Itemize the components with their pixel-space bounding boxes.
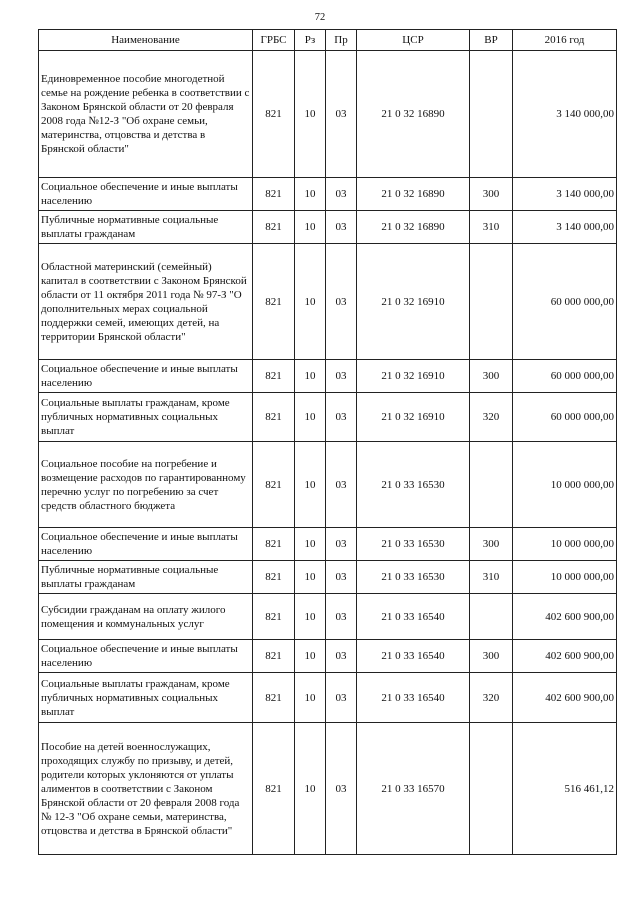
- table-row: [39, 640, 617, 673]
- row-name: Социальное пособие на погребение и возмещение расходов по гарантированному перечню услуг по погребению за счет средств областного бюджета: [39, 442, 253, 528]
- row-name: Социальные выплаты гражданам, кроме публичных нормативных социальных выплат: [39, 393, 253, 442]
- row-amount: 402 600 900,00: [513, 594, 617, 640]
- header-pr: Пр: [326, 30, 357, 51]
- row-csr: 21 0 33 16540: [357, 594, 470, 640]
- table-header-row: [39, 30, 617, 51]
- table-row: [39, 528, 617, 561]
- row-name: Областной материнский (семейный) капитал в соответствии с Законом Брянской области от 11 октября 2011 года № 97-З "О дополнительных мерах социальной поддержки семей, имеющих детей, на территории Брянской области": [39, 244, 253, 360]
- row-csr: 21 0 33 16530: [357, 528, 470, 561]
- row-vr: 310: [470, 561, 513, 594]
- row-grbs: 821: [253, 360, 295, 393]
- row-vr: 320: [470, 393, 513, 442]
- row-grbs: 821: [253, 51, 295, 178]
- row-csr: 21 0 32 16890: [357, 178, 470, 211]
- page-number: 72: [314, 12, 326, 23]
- row-grbs: 821: [253, 244, 295, 360]
- row-grbs: 821: [253, 178, 295, 211]
- table-row: [39, 594, 617, 640]
- row-rz: 10: [295, 178, 326, 211]
- row-name: Единовременное пособие многодетной семье на рождение ребенка в соответствии с Законом Брянской области от 20 февраля 2008 года №12-З "Об охране семьи, материнства, отцовства и детства в Брянской области": [39, 51, 253, 178]
- row-rz: 10: [295, 393, 326, 442]
- row-csr: 21 0 33 16530: [357, 561, 470, 594]
- row-csr: 21 0 33 16570: [357, 723, 470, 855]
- row-csr: 21 0 32 16890: [357, 211, 470, 244]
- table-row: [39, 723, 617, 855]
- row-csr: 21 0 33 16530: [357, 442, 470, 528]
- row-pr: 03: [326, 673, 357, 723]
- header-rz: Рз: [295, 30, 326, 51]
- row-rz: 10: [295, 528, 326, 561]
- header-name: Наименование: [39, 30, 253, 51]
- row-pr: 03: [326, 393, 357, 442]
- row-pr: 03: [326, 594, 357, 640]
- row-rz: 10: [295, 244, 326, 360]
- row-rz: 10: [295, 640, 326, 673]
- row-grbs: 821: [253, 393, 295, 442]
- table-row: [39, 211, 617, 244]
- row-csr: 21 0 33 16540: [357, 640, 470, 673]
- header-year: 2016 год: [513, 30, 617, 51]
- row-amount: 402 600 900,00: [513, 640, 617, 673]
- row-pr: 03: [326, 561, 357, 594]
- row-pr: 03: [326, 640, 357, 673]
- row-name: Публичные нормативные социальные выплаты гражданам: [39, 561, 253, 594]
- row-rz: 10: [295, 211, 326, 244]
- table-row: [39, 244, 617, 360]
- row-vr: 310: [470, 211, 513, 244]
- row-amount: 10 000 000,00: [513, 442, 617, 528]
- row-name: Социальное обеспечение и иные выплаты населению: [39, 178, 253, 211]
- header-csr: ЦСР: [357, 30, 470, 51]
- row-name: Социальное обеспечение и иные выплаты населению: [39, 640, 253, 673]
- row-vr: [470, 442, 513, 528]
- table-row: [39, 442, 617, 528]
- row-rz: 10: [295, 723, 326, 855]
- row-amount: 3 140 000,00: [513, 211, 617, 244]
- header-vr: ВР: [470, 30, 513, 51]
- row-pr: 03: [326, 528, 357, 561]
- row-vr: 300: [470, 178, 513, 211]
- row-csr: 21 0 32 16910: [357, 244, 470, 360]
- row-amount: 60 000 000,00: [513, 244, 617, 360]
- row-csr: 21 0 33 16540: [357, 673, 470, 723]
- row-grbs: 821: [253, 528, 295, 561]
- row-amount: 3 140 000,00: [513, 51, 617, 178]
- row-pr: 03: [326, 244, 357, 360]
- row-name: Пособие на детей военнослужащих, проходящих службу по призыву, и детей, родители которых уклоняются от уплаты алиментов в соответствии с Законом Брянской области от 20 февраля 2008 года № 12-З "Об охране семьи, материнства, отцовства и детства в Брянской области": [39, 723, 253, 855]
- row-vr: 300: [470, 528, 513, 561]
- row-grbs: 821: [253, 594, 295, 640]
- table-row: [39, 561, 617, 594]
- row-name: Публичные нормативные социальные выплаты гражданам: [39, 211, 253, 244]
- row-rz: 10: [295, 594, 326, 640]
- row-csr: 21 0 32 16890: [357, 51, 470, 178]
- row-amount: 10 000 000,00: [513, 561, 617, 594]
- row-vr: [470, 51, 513, 178]
- row-rz: 10: [295, 673, 326, 723]
- row-pr: 03: [326, 178, 357, 211]
- row-pr: 03: [326, 51, 357, 178]
- row-name: Социальное обеспечение и иные выплаты населению: [39, 528, 253, 561]
- row-vr: [470, 594, 513, 640]
- table-row: [39, 393, 617, 442]
- table-row: [39, 178, 617, 211]
- header-grbs: ГРБС: [253, 30, 295, 51]
- row-grbs: 821: [253, 673, 295, 723]
- row-rz: 10: [295, 561, 326, 594]
- row-name: Социальное обеспечение и иные выплаты населению: [39, 360, 253, 393]
- row-amount: 60 000 000,00: [513, 393, 617, 442]
- row-amount: 402 600 900,00: [513, 673, 617, 723]
- row-vr: 320: [470, 673, 513, 723]
- row-grbs: 821: [253, 561, 295, 594]
- row-grbs: 821: [253, 640, 295, 673]
- row-grbs: 821: [253, 442, 295, 528]
- table-row: [39, 673, 617, 723]
- row-vr: 300: [470, 360, 513, 393]
- row-pr: 03: [326, 442, 357, 528]
- row-pr: 03: [326, 723, 357, 855]
- row-vr: [470, 723, 513, 855]
- row-pr: 03: [326, 211, 357, 244]
- row-name: Социальные выплаты гражданам, кроме публичных нормативных социальных выплат: [39, 673, 253, 723]
- budget-table: [38, 29, 617, 855]
- row-amount: 10 000 000,00: [513, 528, 617, 561]
- table-row: [39, 360, 617, 393]
- row-amount: 3 140 000,00: [513, 178, 617, 211]
- row-vr: [470, 244, 513, 360]
- row-grbs: 821: [253, 211, 295, 244]
- row-grbs: 821: [253, 723, 295, 855]
- row-csr: 21 0 32 16910: [357, 360, 470, 393]
- row-csr: 21 0 32 16910: [357, 393, 470, 442]
- row-rz: 10: [295, 360, 326, 393]
- row-amount: 60 000 000,00: [513, 360, 617, 393]
- table-row: [39, 51, 617, 178]
- row-vr: 300: [470, 640, 513, 673]
- row-rz: 10: [295, 442, 326, 528]
- row-amount: 516 461,12: [513, 723, 617, 855]
- row-rz: 10: [295, 51, 326, 178]
- row-pr: 03: [326, 360, 357, 393]
- row-name: Субсидии гражданам на оплату жилого помещения и коммунальных услуг: [39, 594, 253, 640]
